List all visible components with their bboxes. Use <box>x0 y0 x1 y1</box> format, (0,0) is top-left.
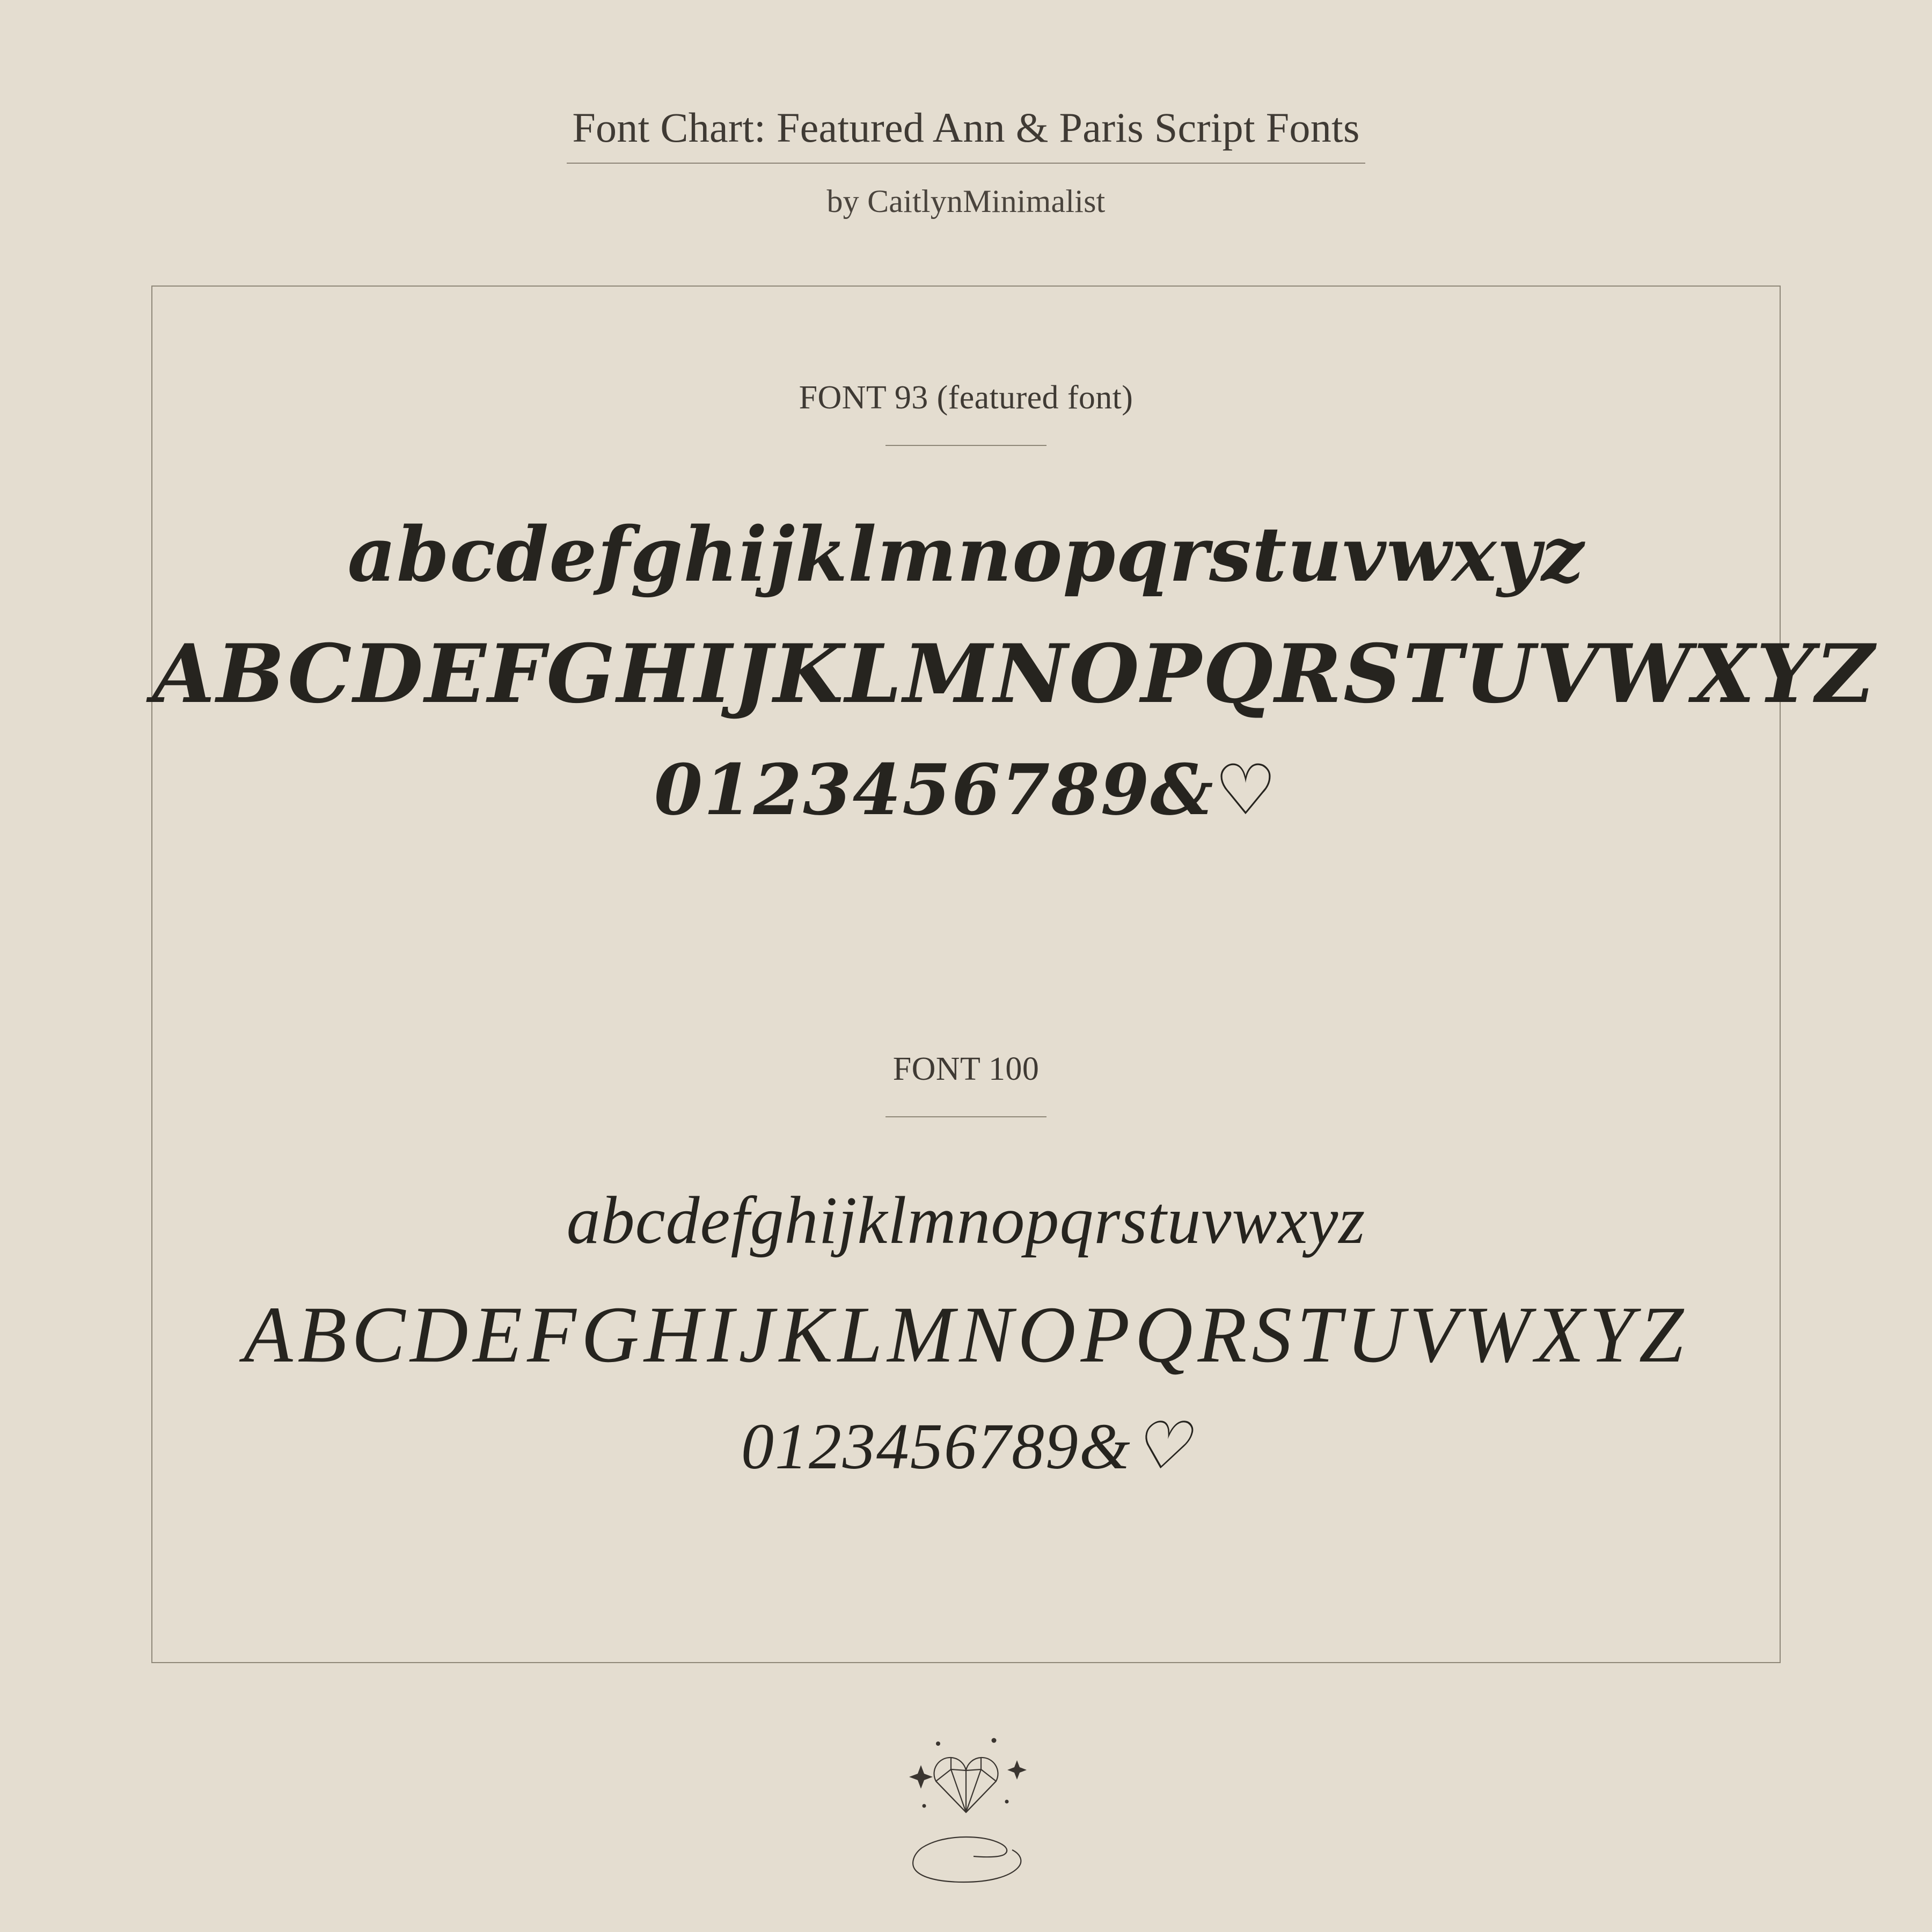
specimen-uppercase: ABCDEFGHIJKLMNOPQRSTUVWXYZ <box>243 1290 1689 1379</box>
specimen-numbers: 0123456789&♡ <box>741 1410 1191 1483</box>
page-title: Font Chart: Featured Ann & Paris Script Fonts <box>567 105 1365 164</box>
font-label-rule <box>885 445 1046 446</box>
font-specimen-frame <box>151 286 1876 1663</box>
font-specimen-93 <box>152 497 1876 844</box>
specimen-lowercase: abcdefghijklmnopqrstuvwxyz <box>566 1183 1366 1258</box>
font-label-100: FONT 100 <box>892 1051 1040 1087</box>
specimen-numbers: 0123456789&♡ <box>654 748 1278 831</box>
page-byline: by CaitlynMinimalist <box>826 183 1106 219</box>
font-label-rule <box>885 1116 1046 1117</box>
page-header <box>0 0 1932 220</box>
geometric-heart-in-hand-icon <box>853 1709 1079 1886</box>
specimen-lowercase: abcdefghijklmnopqrstuvwxyz <box>347 511 1585 599</box>
font-specimen-100 <box>152 1169 1780 1498</box>
font-label-93: FONT 93 (featured font) <box>799 379 1133 416</box>
footer-logo <box>0 1709 1932 1889</box>
font-block-93 <box>152 287 1876 844</box>
specimen-uppercase: ABCDEFGHIJKLMNOPQRSTUVWXYZ <box>152 627 1876 721</box>
font-block-100 <box>152 844 1780 1498</box>
